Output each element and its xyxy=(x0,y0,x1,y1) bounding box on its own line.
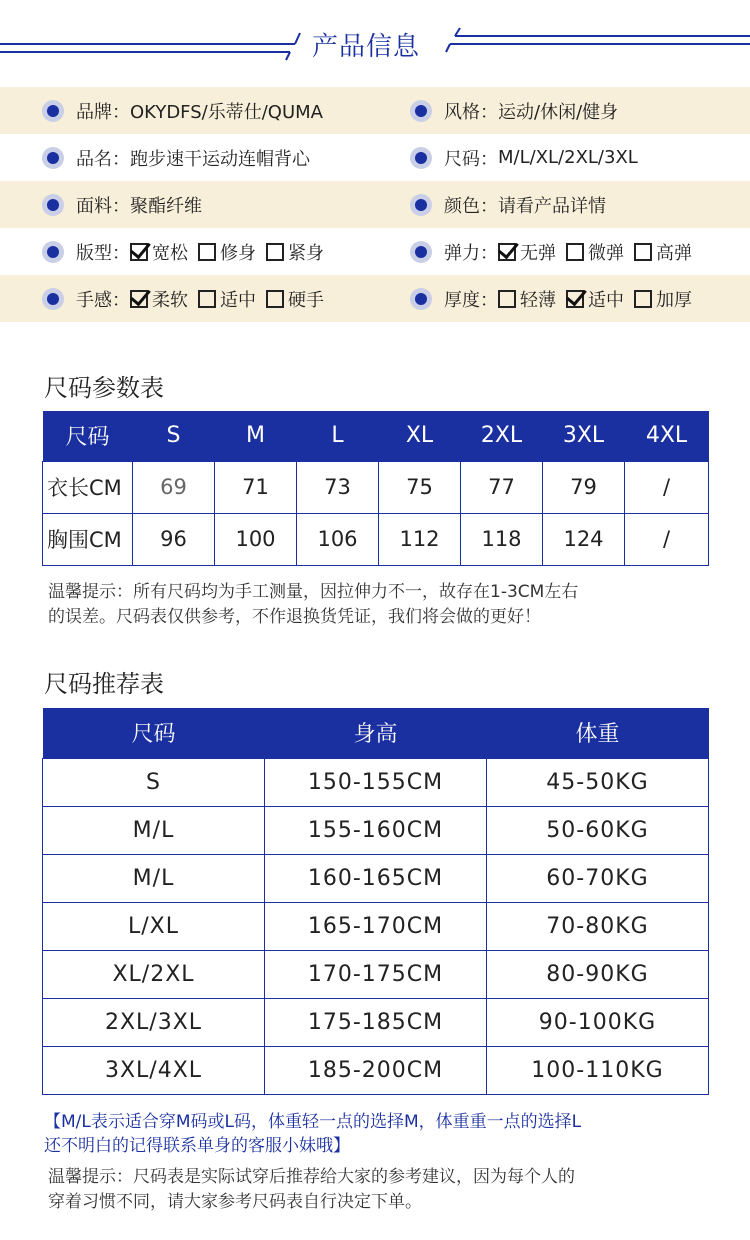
table-row xyxy=(43,902,709,950)
table-cell: 69 xyxy=(133,461,215,513)
fit-option: 修身 xyxy=(198,239,256,265)
bullet-icon xyxy=(42,194,64,216)
fabric-label: 面料： xyxy=(76,195,130,217)
name-label: 品名： xyxy=(76,148,130,170)
size-table-header: 4XL xyxy=(625,411,709,461)
table-cell: 175-185CM xyxy=(265,998,487,1046)
bullet-icon xyxy=(42,241,64,263)
table-row xyxy=(43,758,709,806)
table-cell: 衣长CM xyxy=(43,461,133,513)
fabric-value: 聚酯纤维 xyxy=(130,195,202,217)
table-cell: 118 xyxy=(461,513,543,565)
recommend-table-tip: 温馨提示：尺码表是实际试穿后推荐给大家的参考建议，因为每个人的 穿着习惯不同，请大家参考尺码表自行决定下单。 xyxy=(48,1167,575,1212)
table-row xyxy=(43,998,709,1046)
thickness-option: 轻薄 xyxy=(498,286,556,312)
table-cell: 150-155CM xyxy=(265,758,487,806)
checkbox-checked-icon xyxy=(498,243,516,261)
table-row xyxy=(43,461,709,513)
table-cell: 77 xyxy=(461,461,543,513)
elastic-label: 弹力： xyxy=(444,242,498,264)
table-cell: / xyxy=(625,513,709,565)
table-cell: 155-160CM xyxy=(265,806,487,854)
elastic-option: 高弹 xyxy=(634,239,692,265)
size-value: M/L/XL/2XL/3XL xyxy=(498,147,638,168)
size-table-header: 3XL xyxy=(543,411,625,461)
bullet-icon xyxy=(410,100,432,122)
table-cell: 胸围CM xyxy=(43,513,133,565)
name-value: 跑步速干运动连帽背心 xyxy=(130,148,310,170)
checkbox-icon xyxy=(566,243,584,261)
checkbox-icon xyxy=(266,290,284,308)
size-table xyxy=(42,411,709,566)
feel-option: 适中 xyxy=(198,286,256,312)
bullet-icon xyxy=(410,194,432,216)
checkbox-icon xyxy=(634,290,652,308)
bullet-icon xyxy=(42,100,64,122)
table-cell: 45-50KG xyxy=(487,758,709,806)
size-table-header: 尺码 xyxy=(43,411,133,461)
recommend-table xyxy=(42,708,709,1095)
product-info xyxy=(0,87,750,322)
checkbox-checked-icon xyxy=(566,290,584,308)
feel-label: 手感： xyxy=(76,289,130,311)
feel-option: 硬手 xyxy=(266,286,324,312)
table-cell: 185-200CM xyxy=(265,1046,487,1094)
style-value: 运动/休闲/健身 xyxy=(498,101,619,123)
size-table-header: 2XL xyxy=(461,411,543,461)
table-cell: 79 xyxy=(543,461,625,513)
brand-value: OKYDFS/乐蒂仕/QUMA xyxy=(130,101,323,123)
size-table-title: 尺码参数表 xyxy=(44,374,164,402)
checkbox-icon xyxy=(198,243,216,261)
fit-label: 版型： xyxy=(76,242,130,264)
table-cell: 71 xyxy=(215,461,297,513)
size-table-header: XL xyxy=(379,411,461,461)
info-row-feel xyxy=(0,275,750,322)
bullet-icon xyxy=(42,288,64,310)
color-value: 请看产品详情 xyxy=(498,195,606,217)
table-cell: 124 xyxy=(543,513,625,565)
brand-label: 品牌： xyxy=(76,101,130,123)
bullet-icon xyxy=(410,241,432,263)
info-row-fabric xyxy=(0,181,750,228)
table-row xyxy=(43,1046,709,1094)
feel-option: 柔软 xyxy=(130,286,188,312)
table-cell: M/L xyxy=(43,854,265,902)
bullet-icon xyxy=(42,147,64,169)
recommend-table-note: 【M/L表示适合穿M码或L码，体重轻一点的选择M，体重重一点的选择L 还不明白的记得联系单身的客服小妹哦】 xyxy=(44,1112,582,1156)
recommend-table-title: 尺码推荐表 xyxy=(44,670,164,698)
table-cell: 96 xyxy=(133,513,215,565)
recommend-table-header: 身高 xyxy=(265,708,487,758)
size-table-tip: 温馨提示：所有尺码均为手工测量，因拉伸力不一，故存在1-3CM左右 的误差。尺码表仅供参考，不作退换货凭证，我们将会做的更好！ xyxy=(48,582,579,627)
bullet-icon xyxy=(410,147,432,169)
table-row xyxy=(43,950,709,998)
fit-option: 宽松 xyxy=(130,239,188,265)
size-table-header: M xyxy=(215,411,297,461)
style-label: 风格： xyxy=(444,101,498,123)
table-cell: XL/2XL xyxy=(43,950,265,998)
size-table-header-row xyxy=(43,411,709,461)
checkbox-checked-icon xyxy=(130,290,148,308)
checkbox-icon xyxy=(498,290,516,308)
table-cell: 80-90KG xyxy=(487,950,709,998)
table-cell: 100 xyxy=(215,513,297,565)
table-cell: 3XL/4XL xyxy=(43,1046,265,1094)
info-row-brand xyxy=(0,87,750,134)
info-row-name xyxy=(0,134,750,181)
fit-option: 紧身 xyxy=(266,239,324,265)
table-cell: M/L xyxy=(43,806,265,854)
table-row xyxy=(43,854,709,902)
table-cell: 170-175CM xyxy=(265,950,487,998)
checkbox-icon xyxy=(634,243,652,261)
table-cell: L/XL xyxy=(43,902,265,950)
recommend-table-header-row xyxy=(43,708,709,758)
thickness-option: 加厚 xyxy=(634,286,692,312)
table-cell: 2XL/3XL xyxy=(43,998,265,1046)
table-cell: 112 xyxy=(379,513,461,565)
checkbox-icon xyxy=(198,290,216,308)
table-cell: 160-165CM xyxy=(265,854,487,902)
table-cell: 106 xyxy=(297,513,379,565)
table-cell: 50-60KG xyxy=(487,806,709,854)
header-title: 产品信息 xyxy=(312,32,421,62)
bullet-icon xyxy=(410,288,432,310)
table-cell: 70-80KG xyxy=(487,902,709,950)
table-cell: / xyxy=(625,461,709,513)
table-cell: 100-110KG xyxy=(487,1046,709,1094)
table-cell: 90-100KG xyxy=(487,998,709,1046)
table-cell: 60-70KG xyxy=(487,854,709,902)
checkbox-checked-icon xyxy=(130,243,148,261)
table-cell: 73 xyxy=(297,461,379,513)
table-cell: S xyxy=(43,758,265,806)
table-cell: 75 xyxy=(379,461,461,513)
table-cell: 165-170CM xyxy=(265,902,487,950)
table-row xyxy=(43,513,709,565)
size-table-header: S xyxy=(133,411,215,461)
color-label: 颜色： xyxy=(444,195,498,217)
thickness-option: 适中 xyxy=(566,286,624,312)
elastic-option: 无弹 xyxy=(498,239,556,265)
elastic-option: 微弹 xyxy=(566,239,624,265)
thickness-label: 厚度： xyxy=(444,289,498,311)
checkbox-icon xyxy=(266,243,284,261)
size-label: 尺码： xyxy=(444,148,498,170)
size-table-header: L xyxy=(297,411,379,461)
recommend-table-header: 体重 xyxy=(487,708,709,758)
table-row xyxy=(43,806,709,854)
section-header xyxy=(0,0,750,80)
info-row-fit xyxy=(0,228,750,275)
recommend-table-header: 尺码 xyxy=(43,708,265,758)
